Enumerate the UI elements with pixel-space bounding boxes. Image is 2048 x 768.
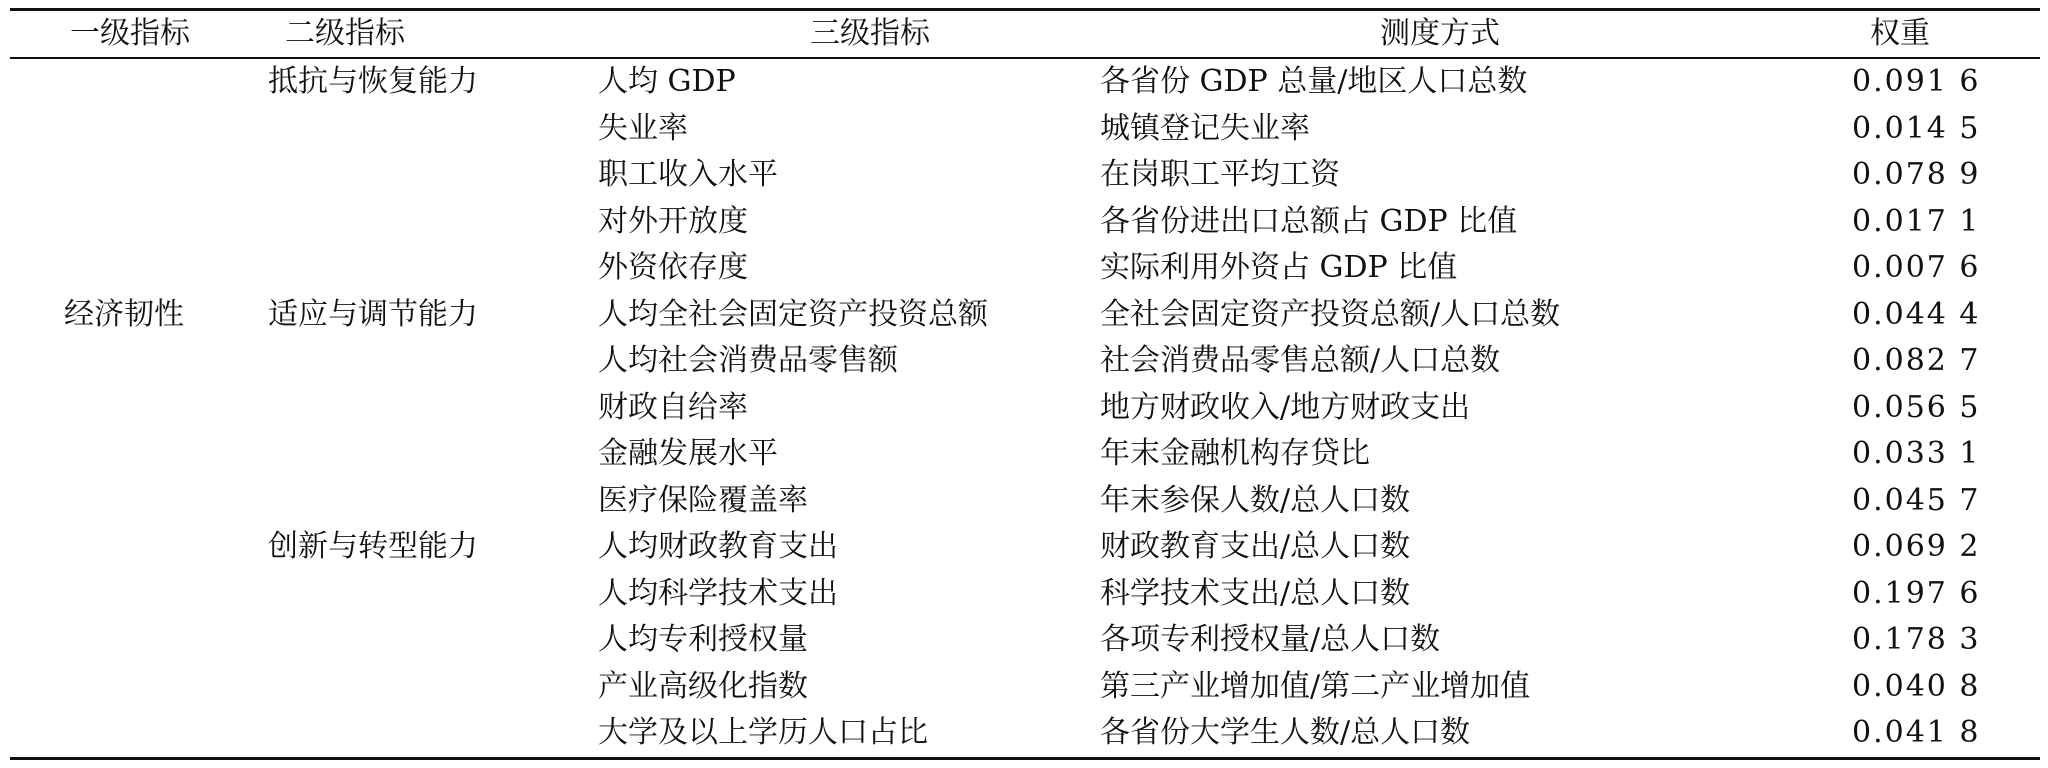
- table-row: [10, 199, 2040, 246]
- weight-cell: 0.045 7: [1852, 482, 1981, 518]
- table-body: [10, 59, 2040, 759]
- weight-cell: 0.040 8: [1852, 668, 1981, 704]
- table-row: [10, 292, 2040, 339]
- method-cell: 年末参保人数/总人口数: [1100, 482, 1411, 518]
- indicator-cell: 产业高级化指数: [598, 668, 808, 704]
- method-cell: 各省份 GDP 总量/地区人口总数: [1100, 64, 1528, 99]
- method-cell: 各项专利授权量/总人口数: [1100, 622, 1441, 657]
- method-cell: 科学技术支出/总人口数: [1100, 575, 1411, 611]
- indicator-cell: 职工收入水平: [598, 157, 778, 192]
- weight-cell: 0.069 2: [1852, 529, 1981, 564]
- table-row: [10, 571, 2040, 618]
- method-cell: 年末金融机构存贷比: [1100, 436, 1370, 471]
- indicator-cell: 金融发展水平: [598, 436, 778, 471]
- level1-label: 经济韧性: [64, 296, 184, 332]
- header-level3: 三级指标: [810, 16, 930, 51]
- weight-cell: 0.082 7: [1852, 343, 1981, 378]
- indicator-cell: 大学及以上学历人口占比: [598, 715, 928, 750]
- indicator-cell: 失业率: [598, 110, 688, 146]
- method-cell: 全社会固定资产投资总额/人口总数: [1100, 296, 1561, 332]
- weight-cell: 0.014 5: [1852, 110, 1981, 146]
- table-row: [10, 152, 2040, 199]
- indicator-cell: 人均专利授权量: [598, 622, 808, 657]
- indicator-cell: 人均 GDP: [598, 64, 736, 99]
- weight-cell: 0.056 5: [1852, 389, 1981, 425]
- indicator-cell: 人均社会消费品零售额: [598, 343, 898, 378]
- method-cell: 社会消费品零售总额/人口总数: [1100, 343, 1501, 378]
- weight-cell: 0.044 4: [1852, 296, 1981, 332]
- weight-cell: 0.178 3: [1852, 622, 1981, 657]
- table-row: [10, 710, 2040, 757]
- weight-cell: 0.007 6: [1852, 250, 1981, 285]
- level2-label-innovation: 创新与转型能力: [268, 529, 478, 564]
- table-row: [10, 245, 2040, 292]
- indicator-cell: 人均科学技术支出: [598, 575, 838, 611]
- level2-label-adaptation: 适应与调节能力: [268, 296, 478, 332]
- table-header-row: [10, 11, 2040, 59]
- method-cell: 各省份进出口总额占 GDP 比值: [1100, 203, 1518, 239]
- table-row: [10, 385, 2040, 432]
- indicator-cell: 对外开放度: [598, 203, 748, 239]
- indicator-cell: 外资依存度: [598, 250, 748, 285]
- table-row: [10, 617, 2040, 664]
- indicator-cell: 人均全社会固定资产投资总额: [598, 296, 988, 332]
- level2-label-resistance: 抵抗与恢复能力: [268, 64, 478, 99]
- header-method: 测度方式: [1380, 16, 1500, 51]
- method-cell: 地方财政收入/地方财政支出: [1100, 389, 1471, 425]
- method-cell: 实际利用外资占 GDP 比值: [1100, 250, 1458, 285]
- table-row: [10, 478, 2040, 525]
- method-cell: 第三产业增加值/第二产业增加值: [1100, 668, 1531, 704]
- indicator-cell: 财政自给率: [598, 389, 748, 425]
- method-cell: 城镇登记失业率: [1100, 110, 1310, 146]
- weight-cell: 0.078 9: [1852, 157, 1981, 192]
- weight-cell: 0.091 6: [1852, 64, 1981, 99]
- table-row: [10, 524, 2040, 571]
- weight-cell: 0.017 1: [1852, 203, 1981, 239]
- header-level2: 二级指标: [285, 16, 405, 51]
- method-cell: 在岗职工平均工资: [1100, 157, 1340, 192]
- indicator-cell: 医疗保险覆盖率: [598, 482, 808, 518]
- indicator-cell: 人均财政教育支出: [598, 529, 838, 564]
- weight-cell: 0.041 8: [1852, 715, 1981, 750]
- weight-cell: 0.197 6: [1852, 575, 1981, 611]
- indicator-table: [10, 8, 2040, 760]
- table-row: [10, 664, 2040, 711]
- table-row: [10, 59, 2040, 106]
- weight-cell: 0.033 1: [1852, 436, 1981, 471]
- table-row: [10, 338, 2040, 385]
- header-weight: 权重: [1870, 16, 1930, 51]
- table-row: [10, 106, 2040, 153]
- method-cell: 各省份大学生人数/总人口数: [1100, 715, 1471, 750]
- header-level1: 一级指标: [70, 16, 190, 51]
- table-row: [10, 431, 2040, 478]
- method-cell: 财政教育支出/总人口数: [1100, 529, 1411, 564]
